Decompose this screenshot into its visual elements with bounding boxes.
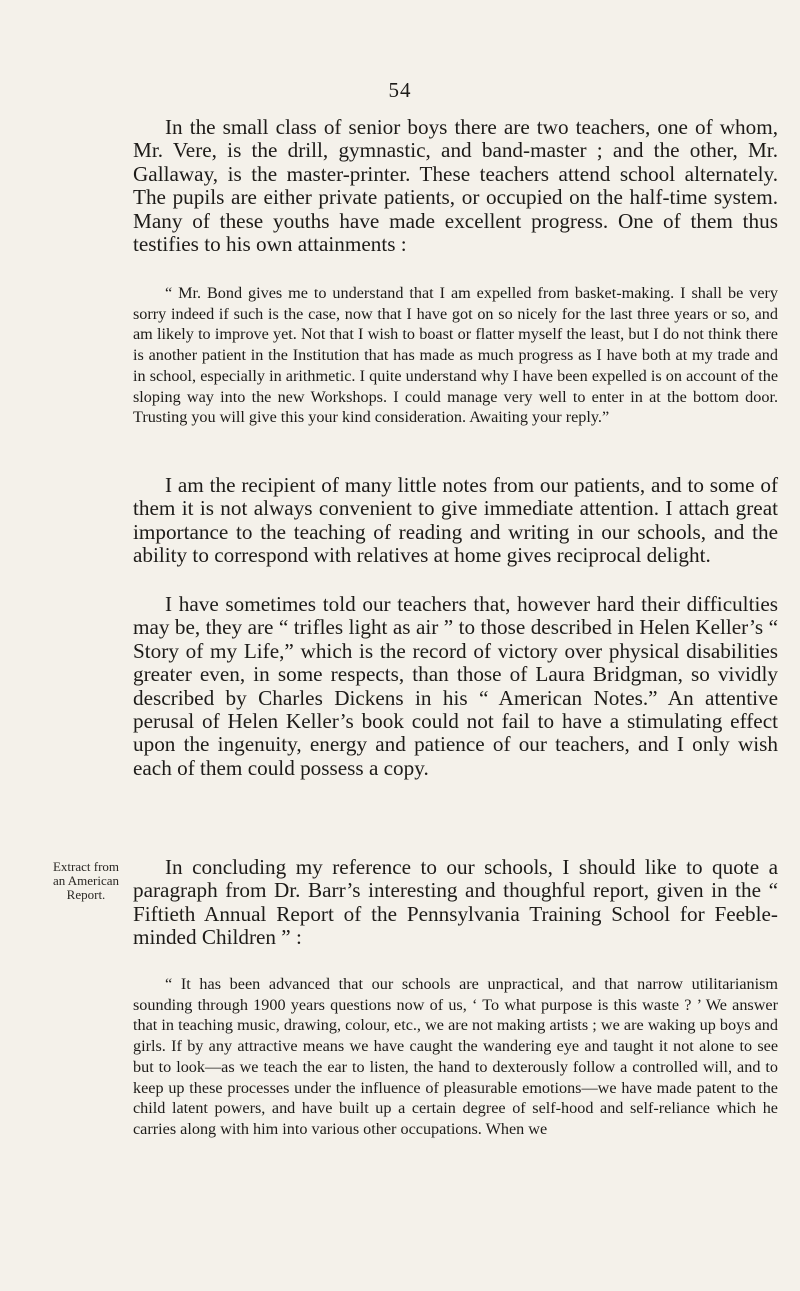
page-number: 54 <box>388 78 412 102</box>
block-quote: “ Mr. Bond gives me to understand that I am expelled from basket-making. I shall be very sorry indeed if such is the case, now that I have got on so nicely for the last three years or so, and am likely to improve yet. Not that I wish to boast or flatter myself the least, but I do not think there is another patient in the Institution that has made as much progress as I have both at my trade and in school, especially in arithmetic. I quite understand why I have been expelled is on account of the sloping way into the new Workshops. I could manage very well to enter in at the bottom door. Trusting you will give this your kind consideration. Awaiting your reply.” <box>133 284 778 427</box>
paragraph: In the small class of senior boys there are two teachers, one of whom, Mr. Vere, is the drill, gymnastic, and band-master ; and the other, Mr. Gallaway, is the master-printer. These teachers attend school alternately. The pupils are either private patients, or occupied on the half-time system. Many of these youths have made excellent progress. One of them thus testifies to his own attainments : <box>133 115 778 257</box>
paragraph: I am the recipient of many little notes from our patients, and to some of them it is not always convenient to give immediate attention. I attach great importance to the teaching of reading and writing in our schools, and the ability to correspond with relatives at home gives reciprocal delight. <box>133 473 778 568</box>
paragraph: In concluding my reference to our schools, I should like to quote a paragraph from Dr. Barr’s interesting and thoughful report, given in the “ Fiftieth Annual Report of the Pennsylvania Training School for Feeble-minded Children ” : <box>133 855 778 950</box>
margin-note-line: Report. <box>66 887 106 902</box>
margin-note-line: Extract from <box>52 859 120 874</box>
paragraph: I have sometimes told our teachers that, however hard their difficulties may be, they are “ trifles light as air ” to those described in Helen Keller’s “ Story of my Life,” which is the record of victory over physical disabilities greater even, in some respects, than those of Laura Bridgman, so vividly described by Charles Dickens in his “ American Notes.” An attentive perusal of Helen Keller’s book could not fail to have a stimulating effect upon the ingenuity, energy and patience of our teachers, and I only wish each of them could possess a copy. <box>133 592 778 780</box>
block-quote: “ It has been advanced that our schools are unpractical, and that narrow utilitarianism sounding through 1900 years questions now of us, ‘ To what purpose is this waste ? ’ We answer that in teaching music, drawing, colour, etc., we are not making artists ; we are waking up boys and girls. If by any attractive means we have caught the wandering eye and taught it not alone to see but to look—as we teach the ear to listen, the hand to dexterously follow a controlled will, and to keep up these processes under the influence of pleasurable emotions—we have made patent to the child latent powers, and have built up a certain degree of self-hood and self-reliance which he carries along with him into various other occupations. When we <box>133 975 778 1138</box>
margin-note-line: an American <box>52 873 120 888</box>
margin-note <box>42 860 130 902</box>
